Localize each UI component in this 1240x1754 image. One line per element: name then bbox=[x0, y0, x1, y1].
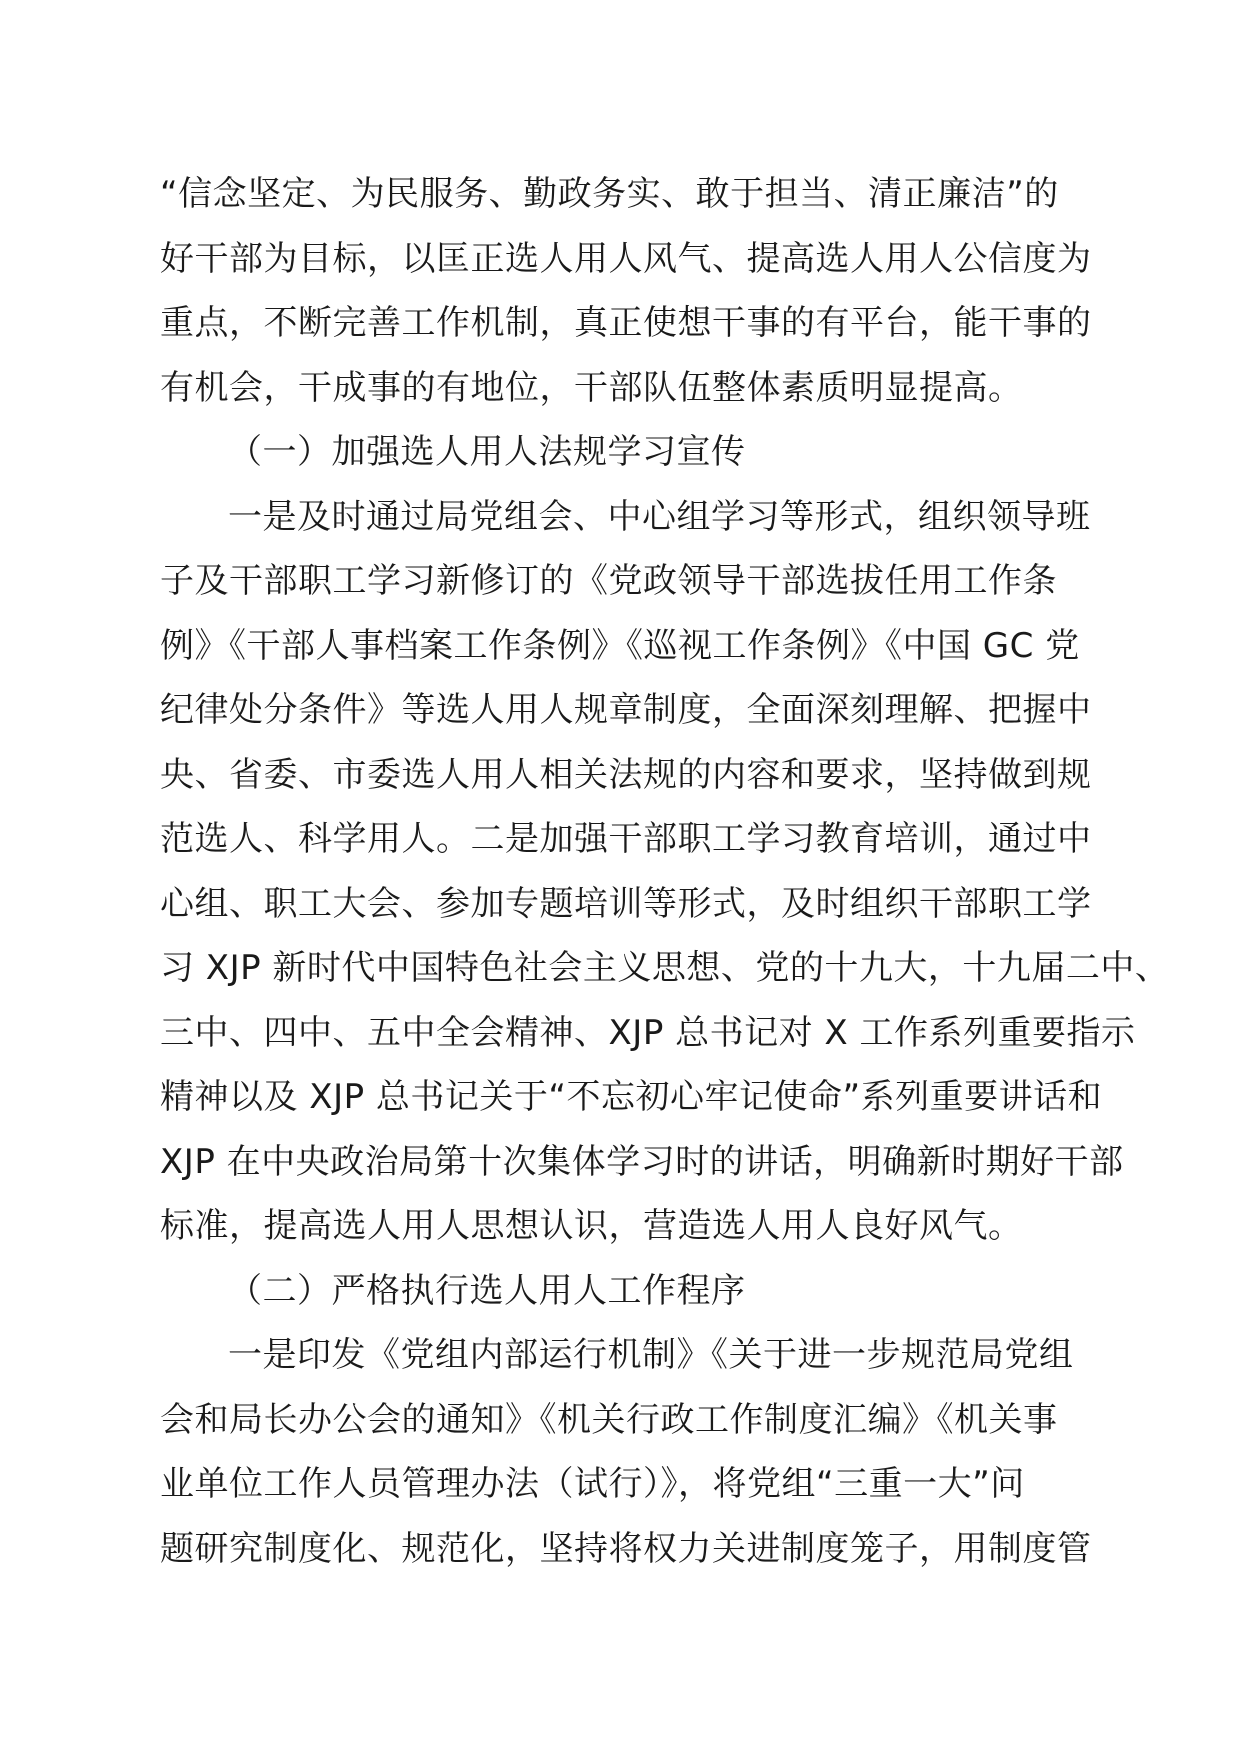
text-line: 有机会，干成事的有地位，干部队伍整体素质明显提高。 bbox=[160, 367, 1023, 408]
text-line: 一是及时通过局党组会、中心组学习等形式，组织领导班 bbox=[228, 496, 1091, 537]
text-line: 子及干部职工学习新修订的《党政领导干部选拔任用工作条 bbox=[160, 561, 1057, 601]
text-line: 习 XJP 新时代中国特色社会主义思想、党的十九大，十九届二中、 bbox=[160, 948, 1170, 988]
text-line: XJP 在中央政治局第十次集体学习时的讲话，明确新时期好干部 bbox=[160, 1141, 1124, 1182]
text-line: 央、省委、市委选人用人相关法规的内容和要求，坚持做到规 bbox=[160, 754, 1092, 795]
text-line: 题研究制度化、规范化，坚持将权力关进制度笼子，用制度管 bbox=[160, 1528, 1092, 1569]
text-line: 范选人、科学用人。二是加强干部职工学习教育培训，通过中 bbox=[160, 819, 1092, 859]
section-heading: （二）严格执行选人用人工作程序 bbox=[228, 1270, 746, 1311]
text-line: 例》《干部人事档案工作条例》《巡视工作条例》《中国 GC 党 bbox=[160, 625, 1080, 666]
text-line: 一是印发《党组内部运行机制》《关于进一步规范局党组 bbox=[228, 1335, 1074, 1375]
text-line: 心组、职工大会、参加专题培训等形式，及时组织干部职工学 bbox=[160, 883, 1092, 924]
text-line: 标准，提高选人用人思想认识，营造选人用人良好风气。 bbox=[160, 1206, 1023, 1246]
text-line: 重点，不断完善工作机制，真正使想干事的有平台，能干事的 bbox=[160, 303, 1092, 343]
text-line: 业单位工作人员管理办法（试行）》，将党组“三重一大”问 bbox=[160, 1464, 1025, 1504]
text-line: 精神以及 XJP 总书记关于“不忘初心牢记使命”系列重要讲话和 bbox=[160, 1077, 1103, 1117]
text-line: 三中、四中、五中全会精神、XJP 总书记对 X 工作系列重要指示 bbox=[160, 1012, 1136, 1053]
text-line: 会和局长办公会的通知》《机关行政工作制度汇编》《机关事 bbox=[160, 1399, 1058, 1440]
text-line: 好干部为目标，以匡正选人用人风气、提高选人用人公信度为 bbox=[160, 238, 1092, 279]
text-line: 纪律处分条件》等选人用人规章制度，全面深刻理解、把握中 bbox=[160, 690, 1092, 730]
text-line: “信念坚定、为民服务、勤政务实、敢于担当、清正廉洁”的 bbox=[160, 174, 1059, 214]
section-heading: （一）加强选人用人法规学习宣传 bbox=[228, 432, 746, 472]
document-body bbox=[160, 162, 1170, 1581]
